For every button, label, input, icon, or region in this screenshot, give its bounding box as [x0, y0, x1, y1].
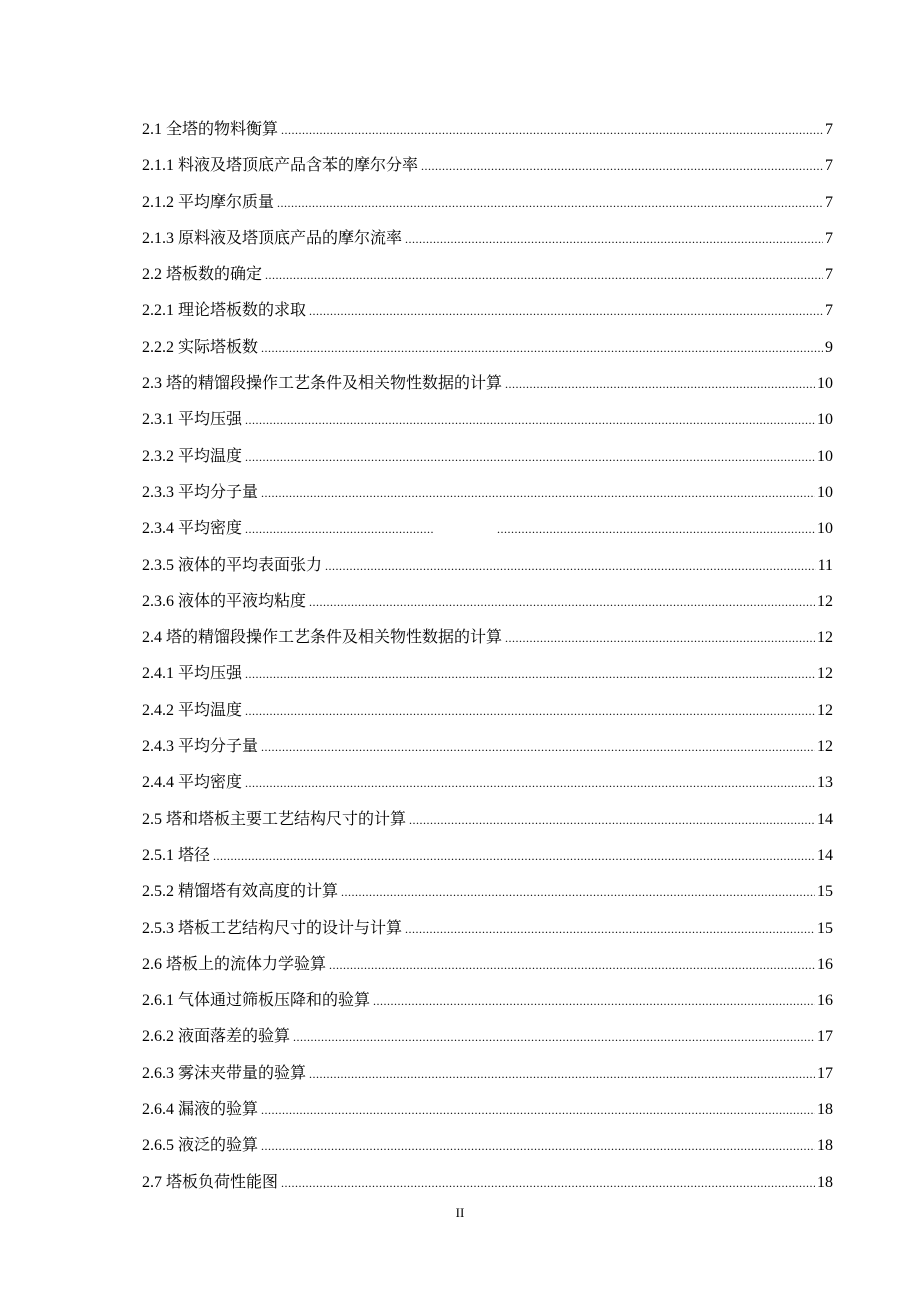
toc-entry-page: 16	[817, 955, 833, 973]
toc-entry[interactable]	[142, 838, 833, 874]
toc-leader-dots	[281, 1165, 815, 1201]
toc-entry-label: 2.3.2 平均温度	[142, 447, 243, 465]
toc-entry-label: 2.5.3 塔板工艺结构尺寸的设计与计算	[142, 919, 403, 937]
toc-leader-dots	[261, 1092, 815, 1128]
toc-entry[interactable]	[142, 693, 833, 729]
toc-entry[interactable]	[142, 185, 833, 221]
toc-entry-page: 7	[825, 157, 833, 175]
toc-entry[interactable]	[142, 439, 833, 475]
toc-entry-label: 2.6 塔板上的流体力学验算	[142, 955, 327, 973]
toc-entry-page: 15	[817, 919, 833, 937]
toc-entry[interactable]	[142, 548, 833, 584]
toc-entry-label: 2.1.2 平均摩尔质量	[142, 193, 275, 211]
toc-entry[interactable]	[142, 1128, 833, 1164]
toc-entry-label: 2.3 塔的精馏段操作工艺条件及相关物性数据的计算	[142, 375, 503, 393]
toc-entry[interactable]	[142, 874, 833, 910]
toc-leader-dots	[293, 1019, 815, 1055]
toc-entry[interactable]	[142, 802, 833, 838]
toc-entry[interactable]	[142, 511, 833, 547]
toc-entry-page: 18	[817, 1173, 833, 1191]
toc-entry-page: 10	[817, 375, 833, 393]
toc-leader-dots	[421, 148, 823, 184]
toc-entry[interactable]	[142, 366, 833, 402]
toc-entry-label: 2.3.3 平均分子量	[142, 483, 259, 501]
toc-entry-page: 12	[817, 738, 833, 756]
toc-entry-label: 2.4 塔的精馏段操作工艺条件及相关物性数据的计算	[142, 629, 503, 647]
toc-entry[interactable]	[142, 656, 833, 692]
toc-leader-dots	[261, 1128, 815, 1164]
toc-entry-label: 2.2 塔板数的确定	[142, 266, 263, 284]
toc-entry-label: 2.4.3 平均分子量	[142, 738, 259, 756]
toc-leader-dots	[261, 729, 815, 765]
toc-entry-label: 2.4.4 平均密度	[142, 774, 243, 792]
toc-leader-dots	[265, 257, 823, 293]
toc-entry-label: 2.6.3 雾沫夹带量的验算	[142, 1064, 307, 1082]
toc-entry-page: 18	[817, 1137, 833, 1155]
toc-leader-dots	[405, 911, 815, 947]
toc-leader-dots	[309, 584, 815, 620]
toc-leader-dots	[329, 947, 815, 983]
toc-entry-page: 17	[817, 1028, 833, 1046]
toc-leader-dots	[213, 838, 815, 874]
toc-entry-label: 2.1.3 原料液及塔顶底产品的摩尔流率	[142, 229, 403, 247]
toc-entry-page: 17	[817, 1064, 833, 1082]
toc-entry[interactable]	[142, 983, 833, 1019]
toc-leader-dots	[505, 620, 815, 656]
toc-entry-label: 2.4.1 平均压强	[142, 665, 243, 683]
toc-leader-dots	[309, 1056, 815, 1092]
toc-entry-page: 9	[825, 338, 833, 356]
toc-entry[interactable]	[142, 221, 833, 257]
table-of-contents	[142, 112, 833, 1201]
toc-entry-page: 12	[817, 665, 833, 683]
toc-entry-label: 2.6.4 漏液的验算	[142, 1101, 259, 1119]
toc-entry[interactable]	[142, 620, 833, 656]
toc-entry[interactable]	[142, 330, 833, 366]
toc-leader-dots	[245, 511, 815, 547]
toc-entry-label: 2.3.6 液体的平液均粘度	[142, 592, 307, 610]
toc-entry-page: 10	[817, 520, 833, 538]
toc-leader-dots	[325, 548, 816, 584]
toc-leader-dots	[373, 983, 815, 1019]
toc-entry[interactable]	[142, 729, 833, 765]
toc-entry-label: 2.6.5 液泛的验算	[142, 1137, 259, 1155]
toc-entry[interactable]	[142, 947, 833, 983]
toc-leader-dots	[505, 366, 815, 402]
toc-entry[interactable]	[142, 257, 833, 293]
toc-entry[interactable]	[142, 911, 833, 947]
toc-entry-page: 16	[817, 992, 833, 1010]
leader-gap	[433, 511, 497, 547]
toc-entry-page: 14	[817, 810, 833, 828]
toc-entry-page: 10	[817, 483, 833, 501]
toc-leader-dots	[261, 330, 823, 366]
toc-entry-page: 7	[825, 266, 833, 284]
toc-entry-page: 7	[825, 229, 833, 247]
toc-entry-page: 7	[825, 302, 833, 320]
toc-entry-label: 2.2.1 理论塔板数的求取	[142, 302, 307, 320]
toc-entry-label: 2.2.2 实际塔板数	[142, 338, 259, 356]
toc-entry-page: 15	[817, 883, 833, 901]
toc-leader-dots	[245, 402, 815, 438]
toc-leader-dots	[245, 439, 815, 475]
toc-entry-label: 2.3.1 平均压强	[142, 411, 243, 429]
toc-entry-label: 2.3.5 液体的平均表面张力	[142, 556, 323, 574]
page-number: II	[455, 1205, 465, 1220]
toc-entry-page: 12	[817, 592, 833, 610]
toc-entry-label: 2.5.2 精馏塔有效高度的计算	[142, 883, 339, 901]
toc-entry[interactable]	[142, 112, 833, 148]
toc-entry-label: 2.1.1 料液及塔顶底产品含苯的摩尔分率	[142, 157, 419, 175]
toc-entry-label: 2.5 塔和塔板主要工艺结构尺寸的计算	[142, 810, 407, 828]
toc-entry-page: 11	[817, 556, 833, 574]
toc-entry-page: 10	[817, 447, 833, 465]
toc-leader-dots	[261, 475, 815, 511]
toc-leader-dots	[341, 874, 815, 910]
toc-entry-page: 18	[817, 1101, 833, 1119]
toc-entry-page: 10	[817, 411, 833, 429]
toc-entry-label: 2.6.2 液面落差的验算	[142, 1028, 291, 1046]
toc-entry-page: 12	[817, 701, 833, 719]
toc-leader-dots	[409, 802, 815, 838]
toc-entry[interactable]	[142, 475, 833, 511]
toc-entry-label: 2.5.1 塔径	[142, 846, 211, 864]
toc-entry[interactable]	[142, 1092, 833, 1128]
toc-entry[interactable]	[142, 148, 833, 184]
toc-entry-label: 2.1 全塔的物料衡算	[142, 121, 279, 138]
toc-entry[interactable]	[142, 584, 833, 620]
toc-entry-label: 2.7 塔板负荷性能图	[142, 1173, 279, 1191]
toc-leader-dots	[281, 112, 823, 148]
toc-leader-dots	[245, 656, 815, 692]
toc-entry-label: 2.6.1 气体通过筛板压降和的验算	[142, 992, 371, 1010]
toc-entry-page: 7	[825, 193, 833, 211]
toc-entry-page: 12	[817, 629, 833, 647]
toc-entry[interactable]	[142, 402, 833, 438]
toc-leader-dots	[405, 221, 823, 257]
toc-entry[interactable]	[142, 1019, 833, 1055]
toc-entry-page: 13	[817, 774, 833, 792]
toc-leader-dots	[309, 293, 823, 329]
toc-entry-label: 2.4.2 平均温度	[142, 701, 243, 719]
toc-entry-label: 2.3.4 平均密度	[142, 520, 243, 538]
toc-entry[interactable]	[142, 1056, 833, 1092]
toc-leader-dots	[277, 185, 823, 221]
toc-leader-dots	[245, 693, 815, 729]
toc-entry-page: 7	[825, 121, 833, 138]
toc-entry[interactable]	[142, 1165, 833, 1201]
toc-entry[interactable]	[142, 293, 833, 329]
toc-entry-page: 14	[817, 846, 833, 864]
toc-entry[interactable]	[142, 765, 833, 801]
toc-leader-dots	[245, 765, 815, 801]
